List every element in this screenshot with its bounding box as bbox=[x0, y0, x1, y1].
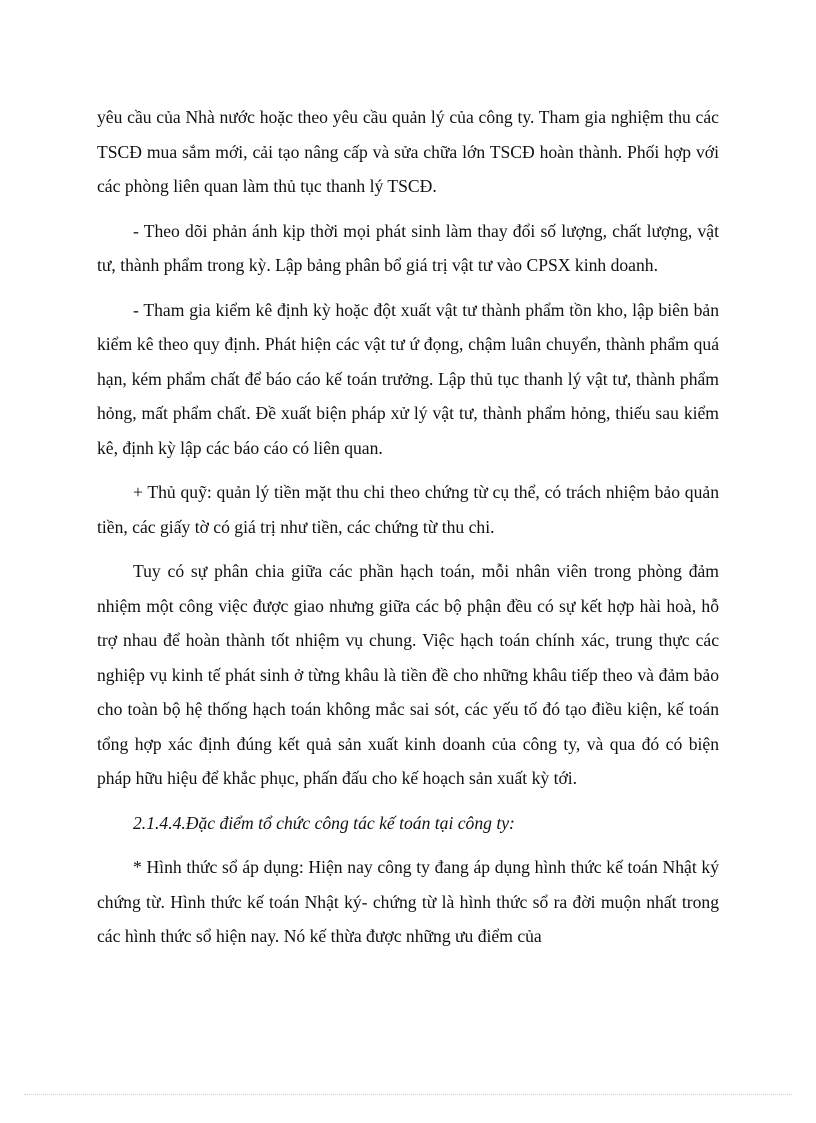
paragraph-4: + Thủ quỹ: quản lý tiền mặt thu chi theo chứng từ cụ thể, có trách nhiệm bảo quản tiền, các giấy tờ có giá trị như tiền, các chứng từ thu chi. bbox=[97, 482, 719, 537]
page-footer-rule bbox=[24, 1094, 792, 1095]
paragraph-2: - Theo dõi phản ánh kịp thời mọi phát sinh làm thay đổi số lượng, chất lượng, vật tư, thành phẩm trong kỳ. Lập bảng phân bổ giá trị vật tư vào CPSX kinh doanh. bbox=[97, 220, 719, 275]
paragraph-1: yêu cầu của Nhà nước hoặc theo yêu cầu quản lý của công ty. Tham gia nghiệm thu các TSCĐ mua sắm mới, cải tạo nâng cấp và sửa chữa lớn TSCĐ hoàn thành. Phối hợp với các phòng liên quan làm thủ tục thanh lý TSCĐ. bbox=[97, 107, 719, 196]
document-body bbox=[97, 100, 719, 964]
paragraph-5: Tuy có sự phân chia giữa các phần hạch toán, mỗi nhân viên trong phòng đảm nhiệm một công việc được giao nhưng giữa các bộ phận đều có sự kết hợp hài hoà, hỗ trợ nhau để hoàn thành tốt nhiệm vụ chung. Việc hạch toán chính xác, trung thực các nghiệp vụ kinh tế phát sinh ở từng khâu là tiền đề cho những khâu tiếp theo và đảm bảo cho toàn bộ hệ thống hạch toán không mắc sai sót, các yếu tố đó tạo điều kiện, kế toán tổng hợp xác định đúng kết quả sản xuất kinh doanh của công ty, và qua đó có biện pháp hữu hiệu để khắc phục, phấn đấu cho kế hoạch sản xuất kỳ tới. bbox=[97, 561, 719, 788]
paragraph-3: - Tham gia kiểm kê định kỳ hoặc đột xuất vật tư thành phẩm tồn kho, lập biên bản kiểm kê theo quy định. Phát hiện các vật tư ứ đọng, chậm luân chuyển, thành phẩm quá hạn, kém phẩm chất để báo cáo kế toán trưởng. Lập thủ tục thanh lý vật tư, thành phẩm hỏng, mất phẩm chất. Đề xuất biện pháp xử lý vật tư, thành phẩm hỏng, thiếu sau kiểm kê, định kỳ lập các báo cáo có liên quan. bbox=[97, 299, 719, 458]
paragraph-6: * Hình thức sổ áp dụng: Hiện nay công ty đang áp dụng hình thức kế toán Nhật ký chứng từ. Hình thức kế toán Nhật ký- chứng từ là hình thức sổ ra đời muộn nhất trong các hình thức sổ hiện nay. Nó kế thừa được những ưu điểm của bbox=[97, 857, 719, 946]
section-heading: 2.1.4.4.Đặc điểm tổ chức công tác kế toán tại công ty: bbox=[133, 812, 515, 833]
